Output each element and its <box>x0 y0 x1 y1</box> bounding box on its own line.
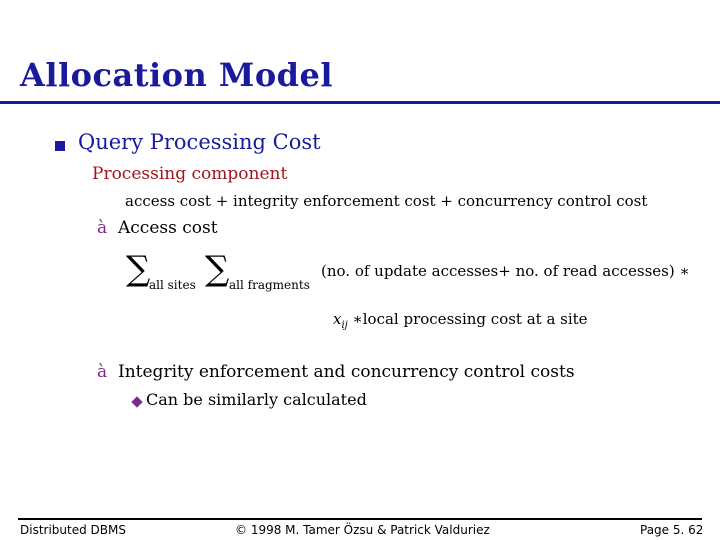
heading-query-processing-cost: Query Processing Cost <box>78 130 321 154</box>
processing-cost-formula: access cost + integrity enforcement cost + concurrency control cost <box>125 192 648 210</box>
arrow-bullet-icon: à <box>97 362 108 382</box>
integrity-cost-label: Integrity enforcement and concurrency control costs <box>118 362 575 382</box>
title-divider <box>0 101 720 104</box>
sum-sites-symbol: ∑ <box>126 249 151 289</box>
square-bullet-icon <box>55 141 65 151</box>
diamond-bullet-icon <box>131 396 142 407</box>
slide-title: Allocation Model <box>20 56 334 94</box>
similarly-calculated-text: Can be similarly calculated <box>146 390 367 409</box>
x-variable: x <box>333 310 342 328</box>
sum-fragments-symbol: ∑ <box>205 249 230 289</box>
subheading-processing-component: Processing component <box>92 164 288 184</box>
access-term-accesses: (no. of update accesses+ no. of read accesses) ∗ <box>321 262 690 280</box>
x-variable-subscript: ij <box>341 320 348 331</box>
arrow-bullet-icon: à <box>97 218 108 238</box>
footer-page-number: Page 5. 62 <box>640 523 704 537</box>
access-term-local-cost <box>333 310 588 331</box>
footer-course: Distributed DBMS <box>20 523 126 537</box>
local-cost-text: ∗local processing cost at a site <box>347 310 588 328</box>
footer-divider <box>18 518 702 520</box>
access-cost-label: Access cost <box>118 218 218 238</box>
footer-copyright: © 1998 M. Tamer Özsu & Patrick Valduriez <box>235 523 490 537</box>
sum-fragments-subscript: all fragments <box>229 278 310 292</box>
sum-sites-subscript: all sites <box>149 278 196 292</box>
